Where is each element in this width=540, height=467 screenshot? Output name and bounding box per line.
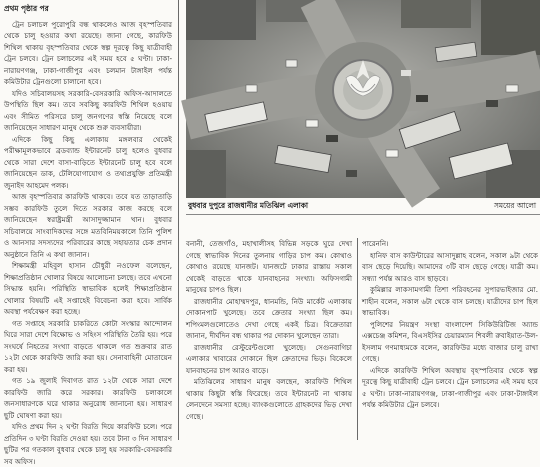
article-paragraph: পারেননি। <box>362 239 389 248</box>
article-paragraph: মতিঝিলের সাধারণ মানুষ বলছেন, কারফিউ শিথিল থাকায় কিছুটা স্বস্তি ফিরেছে। তবে ইন্টারনেট না থাকায় লেনদেনে সমস্যা হচ্ছে। ব্যাংকগুলোতে গ্রাহকদের ভিড় দেখা গেছে। <box>186 377 352 421</box>
column-divider <box>178 0 179 440</box>
article-paragraph: যদিও সচিবালয়সহ সরকারি-বেসরকারি অফিস-আদালতে উপস্থিতি ছিল কম। তবে সবকিছু কারফিউ শিথিল হওয়ায় এবং সীমিত পরিসরে চালু জনগণের স্বস্তি নিয়েছে বলে জানিয়েছেন সাধারণ মানুষ থেকে শুরু ব্যবসায়ীরা। <box>4 88 172 132</box>
column-divider <box>357 238 358 440</box>
photo-credit: সময়ের আলো <box>494 201 536 210</box>
article-paragraph: এদিকে কিছু কিছু এলাকায় মঙ্গলবার থেকেই পরীক্ষামূলকভাবে ব্রডব্যান্ড ইন্টারনেট চালু হলেও বুধবার থেকে সারা দেশে বাসা-বাড়িতে ইন্টারনেট চালু হবে বলে জানিয়েছেন ডাক, টেলিযোগাযোগ ও তথ্যপ্রযুক্তি প্রতিমন্ত্রী জুনাইদ আহমেদ পলক। <box>4 134 172 190</box>
article-paragraph: আজ বৃহস্পতিবার কারফিউ থাকবে। তবে যত তাড়াতাড়ি সম্ভব কারফিউ তুলে দিতে সরকার কাজ করছে বলে জানিয়েছেন স্বরাষ্ট্রমন্ত্রী আসাদুজ্জামান খান। বুধবার সচিবালয়ে সাংবাদিকদের সঙ্গে মতবিনিময়কালে তিনি পুলিশ ও আনসার সদস্যদের পরিবারের কাছে সহায়তার চেক প্রদান অনুষ্ঠানে তিনি এ কথা জানান। <box>4 192 172 259</box>
article-paragraph: গত ১৯ জুলাই দিবাগত রাত ১২টা থেকে সারা দেশে কারফিউ জারি করে সরকার। কারফিউ চলাকালে জনসাধারণকে ঘরে থাকার অনুরোধ জানানো হয়। সাধারণ ছুটি ঘোষণা করা হয়। <box>4 376 172 420</box>
photo-caption: বুধবার দুপুরে রাজধানীর মতিঝিল এলাকা <box>188 201 309 210</box>
article-paragraph: পুলিশের নিয়ন্ত্রণ সংস্থা বাংলাদেশ সিকিউরিটিজ অ্যান্ড এক্সচেঞ্জ কমিশন, বিএসইসির চেয়ারম্যান শিবলী রুবাইয়াত-উল-ইসলাম গণমাধ্যমকে বলেন, কারফিউর মধ্যে বাজার চালু রাখা গেছে। <box>362 319 538 363</box>
article-paragraph: হানিফ বাস কাউন্টারের আসাদুল্লাহ বলেন, সকাল ৯টা থেকে বাস ছেড়ে দিয়েছি। আমাদের ৩টি বাস ছেড়ে গেছে। যাত্রী কম। সন্ধ্যা পর্যন্ত আরও বাস ছাড়বে। <box>362 250 538 283</box>
photo-caption-bar <box>186 200 540 215</box>
article-right-column <box>362 238 538 440</box>
article-paragraph: যদিও প্রথম দিন ২ ঘণ্টা বিরতি দিয়ে কারফিউ চলে। পরে প্রতিদিন ৩ ঘণ্টা বিরতি দেওয়া হয়। তবে টানা ৩ দিন সাধারণ ছুটির পর গতকাল বুধবার থেকে চালু হয় সরকারি-বেসরকারি সব অফিস। <box>4 422 172 466</box>
article-paragraph: শিক্ষামন্ত্রী মহিবুল হাসান চৌধুরী নওফেল বলেছেন, শিক্ষাপ্রতিষ্ঠান খোলার বিষয়ে আলোচনা চলছে। তবে এখনো সিদ্ধান্ত হয়নি। পরিস্থিতি স্বাভাবিক হলেই শিক্ষাপ্রতিষ্ঠান খোলার বিষয়টি এই সপ্তাহেই বিবেচনা করা হবে। সার্বিক অবস্থা পর্যবেক্ষণ করা হচ্ছে। <box>4 261 172 316</box>
article-paragraph: রাজধানীর রেস্টুরেন্টগুলো খুলেছে। সেগুনবাগিচা এলাকার খাবারের দোকানে ছিল ক্রেতাদের ভিড়। বিকেলে যানবাহনের চাপ আরও বাড়ে। <box>186 342 352 375</box>
news-photo-motijheel <box>186 0 540 198</box>
continuation-label: প্রথম পৃষ্ঠার পর <box>4 4 49 13</box>
article-paragraph: এদিকে কারফিউ শিথিল অবস্থায় বৃহস্পতিবার থেকে স্বল্প দূরত্বে কিছু যাত্রীবাহী ট্রেন চলবে। ট্রেন চলাচলের এই সময় হবে ৫ ঘণ্টা। ঢাকা-নারায়ণগঞ্জ, ঢাকা-গাজীপুর এবং ঢাকা-টাঙ্গাইল পর্যন্ত কমিউটার ট্রেন চলবে। <box>362 365 538 409</box>
article-paragraph: রাজধানীর মোহাম্মদপুর, ধানমন্ডি, নিউ মার্কেট এলাকায় দোকানপাট খুলেছে। তবে ক্রেতার সংখ্যা ছিল কম। শপিংমলগুলোতেও দেখা গেছে একই চিত্র। বিক্রেতারা জানান, দীর্ঘদিন বন্ধ থাকার পর দোকান খুলেছেন তারা। <box>186 296 352 340</box>
aerial-roundabout-illustration <box>186 0 540 198</box>
article-left-column <box>4 0 172 466</box>
article-middle-column <box>186 238 352 440</box>
article-paragraph: ট্রেন চলাচল পুরোপুরি বন্ধ থাকলেও আজ বৃহস্পতিবার থেকে চালু হওয়ার কথা রয়েছে। জানা গেছে, কারফিউ শিথিল থাকায় বৃহস্পতিবার থেকে স্বল্প দূরত্বে কিছু যাত্রীবাহী ট্রেন চলবে। ট্রেন চলাচলের এই সময় হবে ৫ ঘণ্টা। ঢাকা-নারায়ণগঞ্জ, ঢাকা-গাজীপুর এবং চলমান টাঙ্গাইল পর্যন্ত কমিউটার ট্রেনগুলো চালানো হবে। <box>4 19 172 86</box>
article-paragraph: বনানী, তেজগাঁও, মহাখালীসহ বিভিন্ন সড়কে ঘুরে দেখা গেছে স্বাভাবিক দিনের তুলনায় গাড়ির চাপ কম। কোথাও কোথাও রয়েছে যানজট। যানজটে ঢাকার রাস্তায় সকাল থেকেই বাড়তে থাকে যানবাহনের সংখ্যা। অফিসগামী মানুষের চাপও ছিল। <box>186 239 352 294</box>
article-paragraph: গত সপ্তাহে সরকারি চাকরিতে কোটা সংস্কার আন্দোলন ঘিরে সারা দেশে বিক্ষোভ ও সহিংস পরিস্থিতি তৈরি হয়। পরে সংঘর্ষে নিহতের সংখ্যা বাড়তে থাকলে গত শুক্রবার রাত ১২টা থেকে কারফিউ জারি করা হয়। সেনাবাহিনী মোতায়েন করা হয়। <box>4 318 172 374</box>
article-paragraph: কুমিল্লার লাকসামগামী তিশা পরিবহনের সুপারভাইজার মো. শাহীন বলেন, সকাল ৬টা থেকে বাস চলছে। যাত্রীদের চাপ ছিল স্বাভাবিক। <box>362 285 538 317</box>
